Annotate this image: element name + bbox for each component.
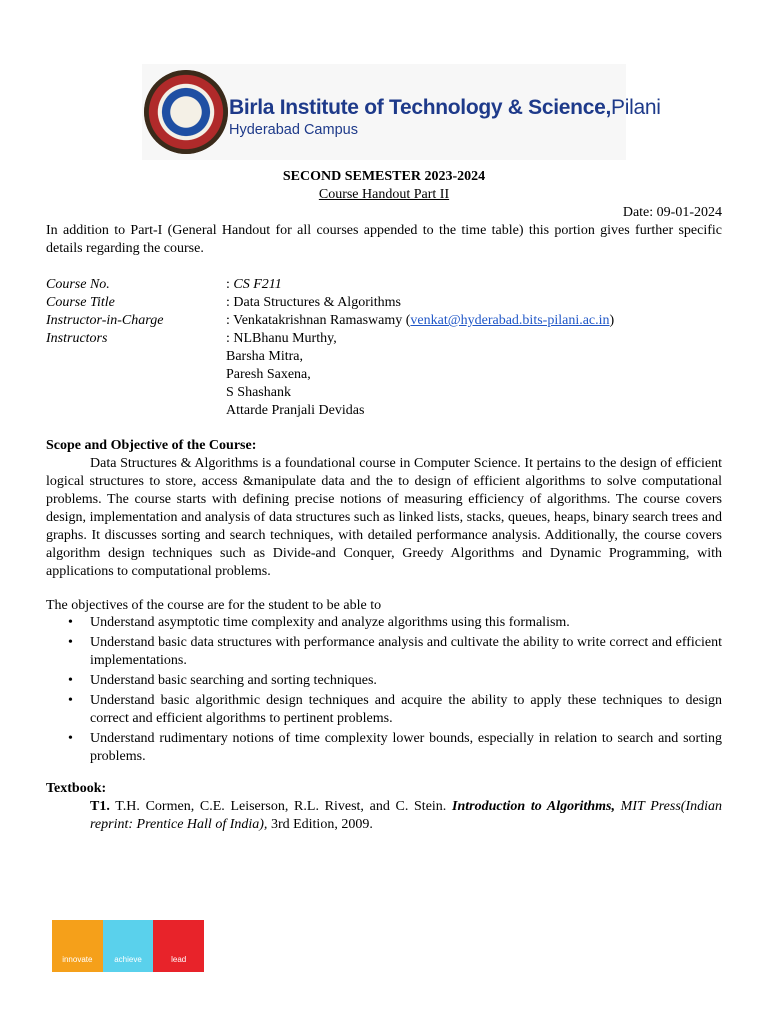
course-title-value: : Data Structures & Algorithms bbox=[226, 295, 401, 310]
achieve-block: achieve bbox=[103, 920, 154, 972]
list-item: • Understand basic data structures with performance analysis and cultivate the ability to write correct and efficient implementations. bbox=[68, 635, 722, 668]
intro-paragraph: In addition to Part-I (General Handout for all courses appended to the time table) this portion gives further specific details regarding the course. bbox=[46, 223, 722, 256]
list-item: • Understand rudimentary notions of time complexity lower bounds, especially in relation to search and sorting problems. bbox=[68, 731, 722, 764]
bullet-icon: • bbox=[68, 635, 73, 650]
list-item: • Understand basic searching and sorting techniques. bbox=[68, 673, 377, 688]
list-item: • Understand asymptotic time complexity and analyze algorithms using this formalism. bbox=[68, 615, 570, 630]
instructor-in-charge-label: Instructor-in-Charge bbox=[46, 313, 164, 328]
semester-title: SECOND SEMESTER 2023-2024 bbox=[282, 169, 486, 184]
bullet-icon: • bbox=[68, 615, 73, 630]
instructors-label: Instructors bbox=[46, 331, 108, 346]
instructor-in-charge-value: : Venkatakrishnan Ramaswamy (venkat@hyderabad.bits-pilani.ac.in) bbox=[226, 313, 615, 328]
objectives-list bbox=[46, 614, 722, 768]
course-no-value: : CS F211 bbox=[226, 277, 282, 292]
course-title-label: Course Title bbox=[46, 295, 115, 310]
instructor-name: Paresh Saxena, bbox=[226, 367, 311, 382]
handout-title: Course Handout Part II bbox=[318, 187, 450, 202]
bullet-icon: • bbox=[68, 673, 73, 688]
course-no-label: Course No. bbox=[46, 277, 110, 292]
bullet-icon: • bbox=[68, 693, 73, 708]
textbook-heading: Textbook: bbox=[46, 781, 107, 796]
objectives-intro: The objectives of the course are for the student to be able to bbox=[46, 598, 382, 613]
innovate-block: innovate bbox=[52, 920, 103, 972]
textbook-entry: T1. T.H. Cormen, C.E. Leiserson, R.L. Rivest, and C. Stein. Introduction to Algorithms, MIT Press(Indian reprint: Prentice Hall of India), 3rd Edition, 2009. bbox=[90, 799, 723, 832]
instructor-name: : NLBhanu Murthy, bbox=[226, 331, 337, 346]
campus-name: Hyderabad Campus bbox=[229, 122, 358, 138]
instructor-email-link[interactable]: venkat@hyderabad.bits-pilani.ac.in bbox=[410, 313, 610, 328]
bits-seal-logo bbox=[144, 70, 228, 154]
list-item: • Understand basic algorithmic design techniques and acquire the ability to apply these techniques to design correct and efficient algorithms to pertinent problems. bbox=[68, 693, 722, 726]
instructor-name: Attarde Pranjali Devidas bbox=[226, 403, 365, 418]
scope-paragraph: Data Structures & Algorithms is a foundational course in Computer Science. It pertains to the design of efficient logical structures to store, access &manipulate data and the to design of efficient algorithms to solve computational problems. The course starts with defining precise notions of measuring efficiency of algorithms. The course covers design, implementation and analysis of data structures such as linked lists, stacks, queues, heaps, binary search trees and graphs. It discusses sorting and search techniques, with detailed performance analysis. Additionally, the course covers algorithm design techniques such as Divide-and Conquer, Greedy Algorithms and Dynamic Programming, with applications to computational problems. bbox=[46, 456, 722, 579]
innovate-achieve-lead-logo bbox=[52, 920, 204, 972]
bullet-icon: • bbox=[68, 731, 73, 746]
handout-date: Date: 09-01-2024 bbox=[622, 205, 722, 220]
instructor-name: S Shashank bbox=[226, 385, 291, 400]
scope-heading: Scope and Objective of the Course: bbox=[46, 438, 257, 453]
lead-block: lead bbox=[153, 920, 204, 972]
instructor-name: Barsha Mitra, bbox=[226, 349, 303, 364]
institute-name: Birla Institute of Technology & Science,Pilani bbox=[229, 96, 661, 119]
